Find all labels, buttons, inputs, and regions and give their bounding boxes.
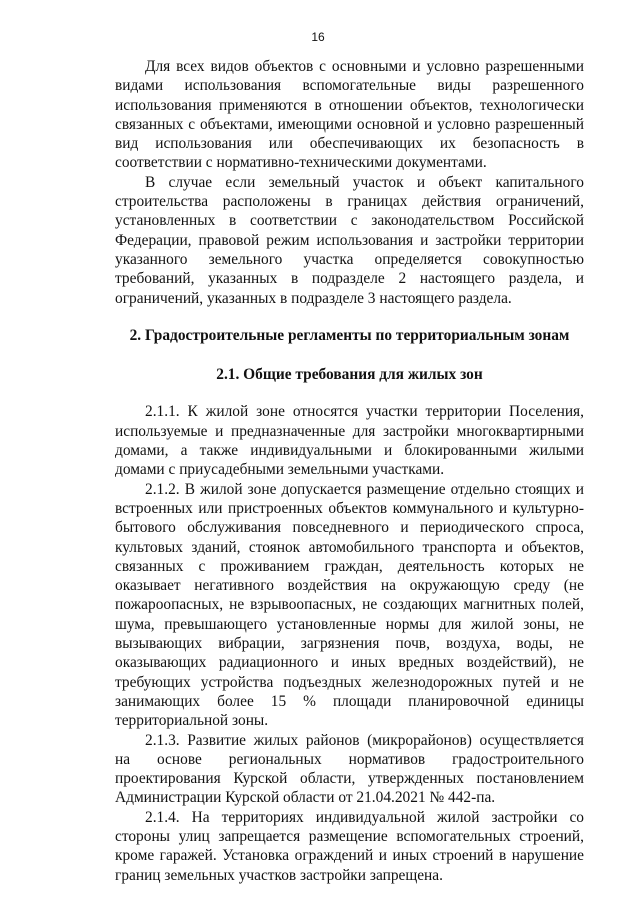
paragraph-auxiliary-uses: Для всех видов объектов с основными и условно разрешенными видами использования вспомогательные виды разрешенного использования применяются в отношении объектов, технологически связанных с объектами, имеющими основной и условно разрешенный вид использования или обеспечивающих их безопасность в соответствии с нормативно-техническими документами. bbox=[115, 58, 584, 172]
paragraph-2-1-1: 2.1.1. К жилой зоне относятся участки территории Поселения, используемые и предназначенные для застройки многоквартирными домами, а также индивидуальными и блокированными жилыми домами с приусадебными земельными участками. bbox=[115, 403, 584, 479]
paragraph-2-1-4: 2.1.4. На территориях индивидуальной жилой застройки со стороны улиц запрещается размещение вспомогательных строений, кроме гаражей. Установка ограждений и иных строений в нарушение границ земельных участков застройки запрещена. bbox=[115, 808, 584, 884]
document-body bbox=[115, 57, 584, 885]
subsection-heading: 2.1. Общие требования для жилых зон bbox=[216, 366, 483, 384]
paragraph-2-1-2: 2.1.2. В жилой зоне допускается размещение отдельно стоящих и встроенных или пристроенных объектов коммунального и культурно-бытового обслуживания повседневного и периодического спроса, культовых зданий, стоянок автомобильного транспорта и объектов, связанных с проживанием граждан, деятельность которых не оказывает негативного воздействия на окружающую среду (не пожароопасных, не взрывоопасных, не создающих магнитных полей, шума, превышающего установленные нормы для жилой зоны, не вызывающих вибрации, загрязнения почв, воздуха, воды, не оказывающих радиационного и иных вредных воздействий), не требующих устройства подъездных железнодорожных путей и не занимающих более 15 % площади планировочной единицы территориальной зоны. bbox=[115, 480, 584, 730]
paragraph-2-1-3: 2.1.3. Развитие жилых районов (микрорайонов) осуществляется на основе региональных нормативов градостроительного проектирования Курской области, утвержденных постановлением Администрации Курской области от 21.04.2021 № 442-па. bbox=[115, 731, 584, 807]
page-number: 16 bbox=[311, 30, 325, 44]
section-heading: 2. Градостроительные регламенты по территориальным зонам bbox=[129, 326, 570, 344]
paragraph-restrictions: В случае если земельный участок и объект капитального строительства расположены в границах действия ограничений, установленных в соответствии с законодательством Российской Федерации, правовой режим использования и застройки территории указанного земельного участка определяется совокупностью требований, указанных в подразделе 2 настоящего раздела, и ограничений, указанных в подразделе 3 настоящего раздела. bbox=[115, 173, 584, 307]
